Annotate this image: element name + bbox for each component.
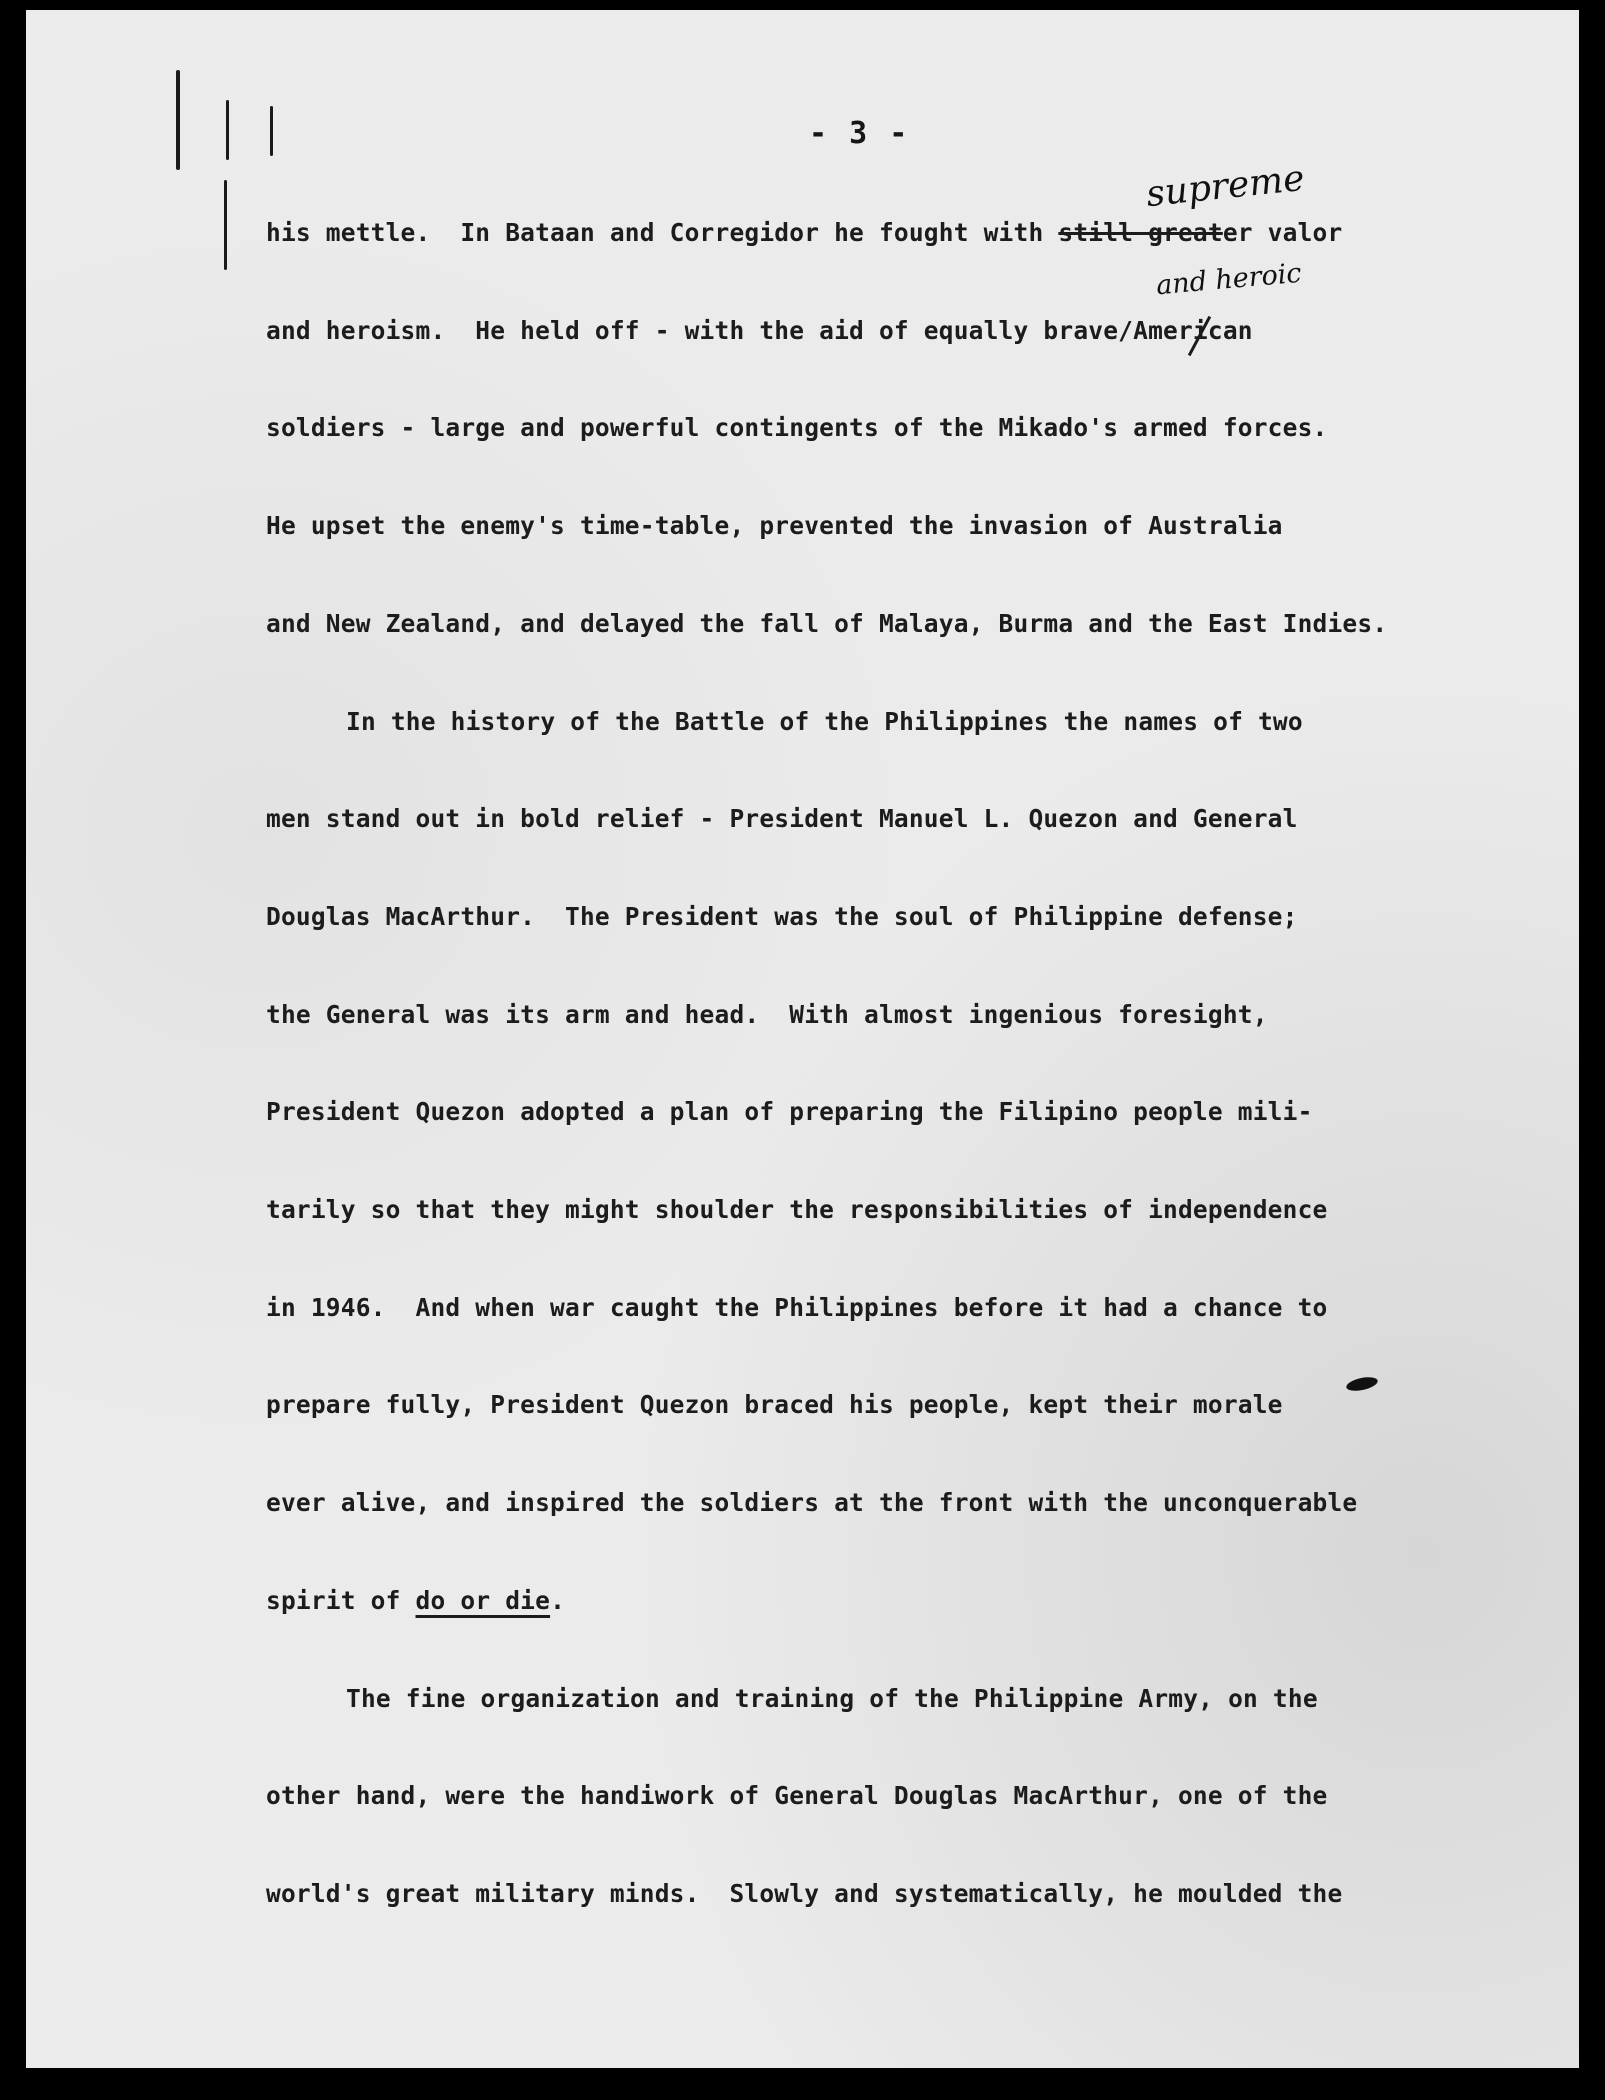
- text-segment: Douglas MacArthur. The President was the soul of Philippine defense;: [266, 902, 1298, 931]
- text-line: [266, 1879, 1342, 1908]
- page-number: - 3 -: [809, 116, 910, 151]
- text-line: [266, 1000, 1268, 1029]
- text-segment: other hand, were the handiwork of General Douglas MacArthur, one of the: [266, 1781, 1328, 1810]
- text-segment: tarily so that they might shoulder the responsibilities of independence: [266, 1195, 1328, 1224]
- margin-mark: [226, 100, 229, 160]
- document-page: [26, 10, 1579, 2068]
- text-segment: .: [550, 1586, 566, 1615]
- text-line: [266, 511, 1283, 540]
- text-line: [266, 1390, 1283, 1419]
- text-line: [266, 609, 1387, 638]
- text-segment: world's great military minds. Slowly and systematically, he moulded the: [266, 1879, 1343, 1908]
- text-segment: In the history of the Battle of the Philippines the names of two: [346, 707, 1303, 736]
- text-line: [346, 707, 1303, 736]
- text-segment: The fine organization and training of the Philippine Army, on the: [346, 1684, 1318, 1713]
- text-line: [266, 218, 1342, 247]
- text-line: [266, 1781, 1327, 1810]
- text-segment: spirit of: [266, 1586, 416, 1615]
- text-segment: his mettle. In Bataan and Corregidor he fought with: [266, 218, 1059, 247]
- text-line: [266, 413, 1327, 442]
- text-segment: ever alive, and inspired the soldiers at the front with the unconquerable: [266, 1488, 1358, 1517]
- text-segment: soldiers - large and powerful contingents of the Mikado's armed forces.: [266, 413, 1328, 442]
- text-segment: the General was its arm and head. With almost ingenious foresight,: [266, 1000, 1268, 1029]
- handwritten-insertion: and heroic: [1154, 257, 1303, 302]
- text-segment: President Quezon adopted a plan of preparing the Filipino people mili-: [266, 1097, 1313, 1126]
- text-segment: and New Zealand, and delayed the fall of Malaya, Burma and the East Indies.: [266, 609, 1388, 638]
- text-line: [266, 1097, 1313, 1126]
- text-line: [266, 804, 1298, 833]
- underlined-text: do or die: [415, 1586, 551, 1615]
- text-segment: men stand out in bold relief - President Manuel L. Quezon and General: [266, 804, 1298, 833]
- margin-mark: [224, 180, 227, 270]
- text-line: [266, 1488, 1357, 1517]
- text-line: [266, 902, 1298, 931]
- margin-mark: [176, 70, 180, 170]
- text-segment: He upset the enemy's time-table, prevented the invasion of Australia: [266, 511, 1283, 540]
- text-line: [266, 1586, 565, 1615]
- text-line: [266, 1195, 1327, 1224]
- text-line: [266, 1293, 1327, 1322]
- ink-mark: [1345, 1375, 1379, 1393]
- text-segment: er valor: [1222, 218, 1343, 247]
- text-line: [346, 1684, 1318, 1713]
- text-segment: prepare fully, President Quezon braced his people, kept their morale: [266, 1390, 1283, 1419]
- text-line: [266, 316, 1253, 345]
- struck-text: still great: [1058, 218, 1223, 247]
- margin-mark: [270, 106, 273, 156]
- text-segment: and heroism. He held off - with the aid of equally brave/American: [266, 316, 1253, 345]
- text-segment: in 1946. And when war caught the Philippines before it had a chance to: [266, 1293, 1328, 1322]
- handwritten-insertion: supreme: [1144, 157, 1307, 216]
